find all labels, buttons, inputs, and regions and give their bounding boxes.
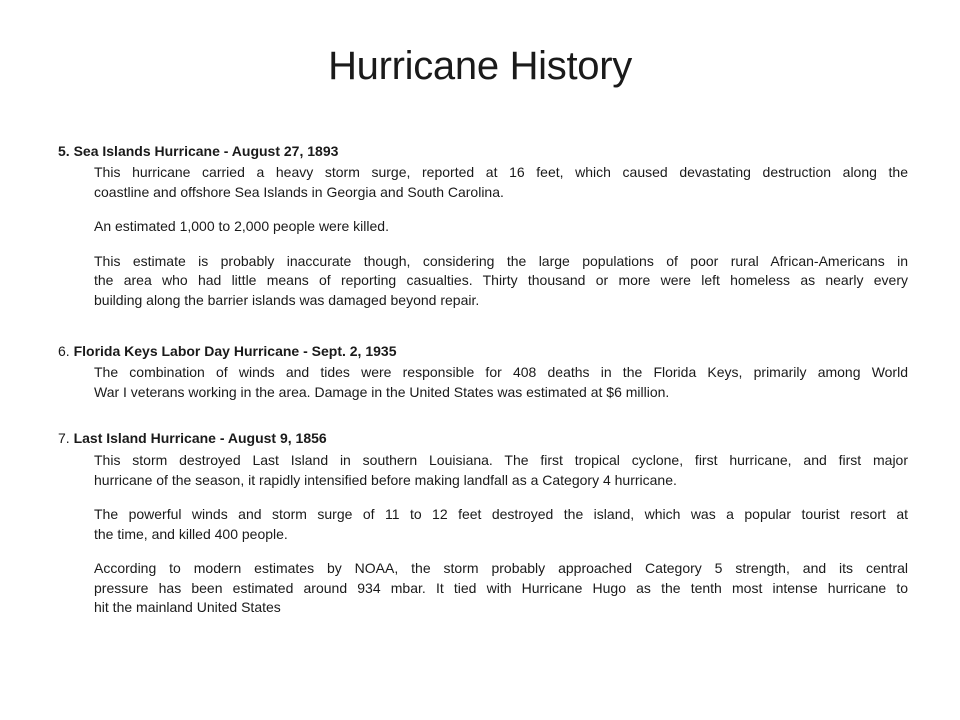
entry-name: Last Island Hurricane - August 9, 1856 [73,430,327,446]
entry-name: Florida Keys Labor Day Hurricane - Sept. 2, 1935 [73,343,397,359]
hurricane-entry-7 [58,428,908,618]
entry-heading [58,341,908,361]
paragraph-line: the time, and killed 400 people. [94,525,288,542]
hurricane-entry-5 [58,141,908,310]
paragraph-line: pressure has been estimated around 934 mbar. It tied with Hurricane Hugo as the tenth most intense hurricane to [94,579,908,596]
paragraph-line: This storm destroyed Last Island in southern Louisiana. The first tropical cyclone, first hurricane, and first major [94,452,908,468]
paragraph-line: the area who had little means of reporting casualties. Thirty thousand or more were left homeless as nearly every [94,272,908,288]
entry-heading [58,141,908,161]
entry-heading [58,428,908,448]
paragraph-line: building along the barrier islands was damaged beyond repair. [94,291,480,308]
entry-paragraph [94,163,908,202]
entry-number: 6. [58,343,70,359]
paragraph-line: War I veterans working in the area. Damage in the United States was estimated at $6 million. [94,383,670,400]
entry-paragraph [94,363,908,402]
paragraph-line: hit the mainland United States [94,599,281,615]
entry-paragraph [94,559,908,618]
entry-name: Sea Islands Hurricane - August 27, 1893 [73,143,339,159]
paragraph-line: According to modern estimates by NOAA, the storm probably approached Category 5 strength, and its central [94,560,908,576]
paragraph-line: The powerful winds and storm surge of 11 to 12 feet destroyed the island, which was a popular tourist resort at [94,506,908,522]
paragraph-line: An estimated 1,000 to 2,000 people were killed. [94,218,389,234]
paragraph-line: This hurricane carried a heavy storm surge, reported at 16 feet, which caused devastating destruction along the [94,164,908,180]
entry-paragraph [94,252,908,311]
paragraph-line: The combination of winds and tides were responsible for 408 deaths in the Florida Keys, primarily among World [94,364,908,380]
hurricane-entry-6 [58,341,908,402]
entry-number: 7. [58,430,70,446]
paragraph-line: coastline and offshore Sea Islands in Georgia and South Carolina. [94,183,504,200]
paragraph-line: This estimate is probably inaccurate though, considering the large populations of poor rural African-Americans in [94,252,908,269]
paragraph-line: hurricane of the season, it rapidly intensified before making landfall as a Category 4 hurricane. [94,471,677,488]
entry-paragraph [94,451,908,490]
entry-number: 5. [58,143,70,159]
entry-paragraph [94,505,908,544]
slide-title: Hurricane History [328,44,632,88]
entry-paragraph [94,217,908,237]
